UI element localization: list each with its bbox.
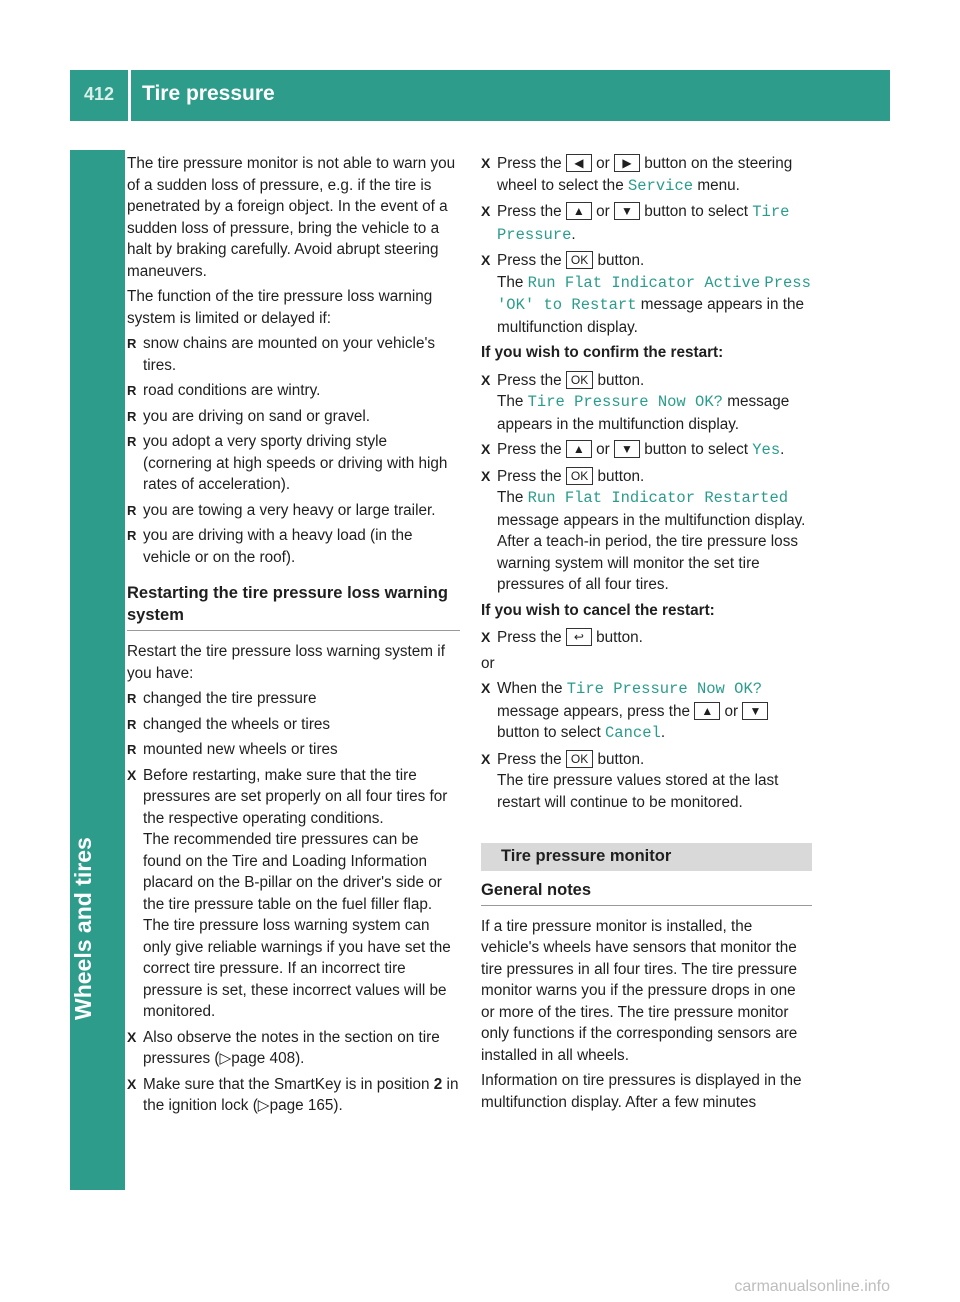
ok-key-icon: OK <box>566 371 593 389</box>
list-item: R road conditions are wintry. <box>127 380 460 402</box>
subheading: If you wish to confirm the restart: <box>481 344 724 361</box>
left-column <box>127 153 460 1121</box>
step: X Press the ◀ or ▶ button on the steering wheel to select the Service menu. <box>481 153 812 197</box>
step: X Press the OK button. The Run Flat Indicator Restarted message appears in the multifunction display. After a teach-in period, the tire pressure loss warning system will monitor the set tire pressures of all four tires. <box>481 466 812 596</box>
step: X Press the ▲ or ▼ button to select Tire Pressure. <box>481 201 812 246</box>
list-item: R mounted new wheels or tires <box>127 739 460 761</box>
display-text: Service <box>627 176 694 195</box>
list-item: R you are towing a very heavy or large trailer. <box>127 500 460 522</box>
page-ref-arrow-icon: ▷ <box>219 1050 232 1067</box>
display-text: Yes <box>752 441 781 459</box>
paragraph: The tire pressure monitor is not able to warn you of a sudden loss of pressure, e.g. if the tire is penetrated by a foreign object. In the event of a sudden loss of pressure, bring the vehicle to a halt by braking carefully. Avoid abrupt steering maneuvers. <box>127 155 456 280</box>
step: X Make sure that the SmartKey is in position 2 in the ignition lock (▷page 165). <box>127 1074 460 1117</box>
subheading: If you wish to cancel the restart: <box>481 601 715 619</box>
down-key-icon: ▼ <box>614 440 640 458</box>
paragraph: Restart the tire pressure loss warning system if you have: <box>127 643 445 682</box>
step: X Press the OK button. The Run Flat Indicator Active Press 'OK' to Restart message appears in the multifunction display. <box>481 250 812 338</box>
display-text: Run Flat Indicator Active <box>527 273 761 292</box>
display-text: Tire Pressure Now OK? <box>566 680 763 698</box>
section-heading: General notes <box>481 879 812 906</box>
up-key-icon: ▲ <box>566 440 592 458</box>
up-key-icon: ▲ <box>566 202 592 220</box>
paragraph: If a tire pressure monitor is installed, the vehicle's wheels have sensors that monitor the tire pressures in all four tires. The tire pressure monitor warns you if the pressure drops in one or more of the tires. The tire pressure monitor only functions if the corresponding sensors are installed in all wheels. <box>481 917 798 1064</box>
page-ref-link[interactable]: page 165). <box>269 1097 343 1114</box>
step-text: The tire pressure loss warning system can only give reliable warnings if you have set the correct tire pressure. If an incorrect tire pressure is set, these incorrect values will be monitored. <box>143 917 451 1020</box>
step: X When the Tire Pressure Now OK? message appears, press the ▲ or ▼ button to select Cancel. <box>481 678 812 745</box>
up-key-icon: ▲ <box>694 702 720 720</box>
display-text: Cancel <box>605 724 661 742</box>
display-text: Press 'OK' to Restart <box>497 273 811 314</box>
watermark: carmanualsonline.info <box>734 1278 890 1295</box>
list-item: R you adopt a very sporty driving style (cornering at high speeds or driving with high rates of acceleration). <box>127 431 460 496</box>
step-text: The recommended tire pressures can be found on the Tire and Loading Information placard on the B-pillar on the driver's side or the tire pressure table on the fuel filler flap. <box>143 831 442 913</box>
step: X Press the OK button. The Tire Pressure Now OK? message appears in the multifunction display. <box>481 370 812 436</box>
list-item: R you are driving on sand or gravel. <box>127 406 460 428</box>
down-key-icon: ▼ <box>614 202 640 220</box>
ok-key-icon: OK <box>566 750 593 768</box>
list-item: R snow chains are mounted on your vehicle's tires. <box>127 333 460 376</box>
list-item: R changed the tire pressure <box>127 688 460 710</box>
page-number: 412 <box>84 84 115 104</box>
or-text: or <box>481 654 495 672</box>
left-arrow-key-icon: ◀ <box>566 154 592 172</box>
step: X Press the OK button. The tire pressure values stored at the last restart will continue to be monitored. <box>481 749 812 814</box>
display-text: Run Flat Indicator Restarted <box>527 489 789 507</box>
header-divider <box>128 70 131 121</box>
step: X Press the ▲ or ▼ button to select Yes. <box>481 439 812 462</box>
list-item: R you are driving with a heavy load (in the vehicle or on the roof). <box>127 525 460 568</box>
page-title: Tire pressure <box>142 82 275 105</box>
section-heading: Restarting the tire pressure loss warning system <box>127 582 460 631</box>
down-key-icon: ▼ <box>742 702 768 720</box>
paragraph: The function of the tire pressure loss warning system is limited or delayed if: <box>127 288 433 327</box>
display-text: Tire Pressure <box>497 203 790 244</box>
right-arrow-key-icon: ▶ <box>614 154 640 172</box>
list-item: R changed the wheels or tires <box>127 714 460 736</box>
section-box-title: Tire pressure monitor <box>481 843 812 871</box>
display-text: Tire Pressure Now OK? <box>527 393 723 411</box>
back-key-icon: ↩ <box>566 628 592 646</box>
step: X Also observe the notes in the section on tire pressures (▷page 408). <box>127 1027 460 1070</box>
page-ref-arrow-icon: ▷ <box>257 1097 270 1114</box>
ok-key-icon: OK <box>566 467 593 485</box>
ok-key-icon: OK <box>566 251 593 269</box>
page-ref-link[interactable]: page 408). <box>231 1050 305 1067</box>
step: X Press the ↩ button. <box>481 627 812 649</box>
step <box>127 765 460 1023</box>
section-tab: Wheels and tires <box>70 150 125 1190</box>
paragraph: Information on tire pressures is displayed in the multifunction display. After a few minutes <box>481 1072 802 1111</box>
step-text: X Before restarting, make sure that the tire pressures are set properly on all four tires for the respective operating conditions. <box>143 766 448 827</box>
right-column <box>481 153 812 1117</box>
page-header <box>70 70 890 121</box>
